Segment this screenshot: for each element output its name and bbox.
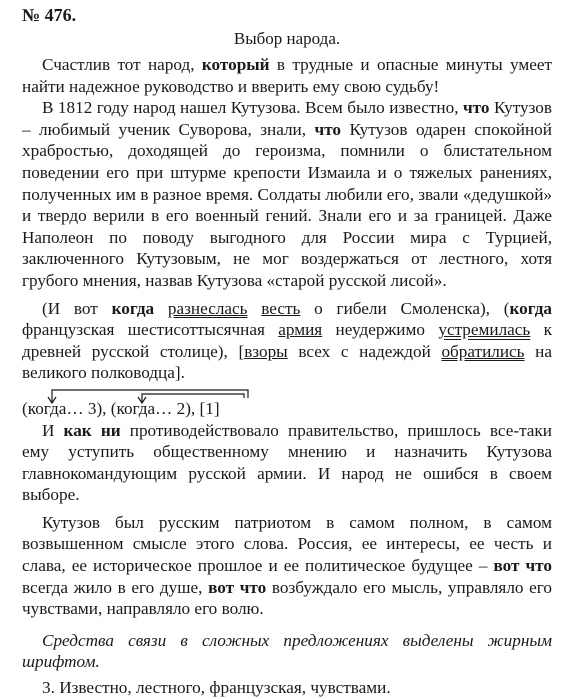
conjunction-bold: когда (111, 298, 155, 318)
paragraph-4 (22, 420, 552, 506)
paragraph-3-analyzed (22, 298, 552, 384)
text-run: возбуждало его мысль, управляло его чувствами, направляло его волю. (22, 577, 553, 619)
conjunction-bold: что (462, 98, 490, 118)
conjunction-bold: вот что (493, 556, 552, 576)
subject-underlined: весть (261, 298, 301, 318)
conjunction-bold: когда (509, 298, 553, 318)
predicate-underlined: разнеслась (167, 298, 248, 318)
text-run: Кутузов одарен спокойной храбростью, доходящей до героизма, помнили о блистательном поведении его при штурме крепости Измаила и о тяжелых ранениях, полученных им в разное время. Солдаты любили его, звали «дедушкой» и твердо верили в его военный гений. Знали его и за границей. Даже Наполеон по поводу выгодного для России мира с Турцией, заключенного Кутузовым, не мог воздержаться от лестного, хотя грубого мнения, назвав Кутузова «старой русской лисой». (22, 119, 552, 290)
schema-text: (когда… 3), (когда… 2), [1] (22, 398, 220, 418)
text-run: В 1812 году народ нашел Кутузова. Всем было известно, (42, 98, 463, 118)
text-title: Выбор народа. (233, 29, 341, 48)
text-run (154, 299, 168, 318)
text-run: И (42, 420, 64, 440)
text-run: противодействовало правительство, пришлось все-таки ему уступить общественному мнению и назначить Кутузова главнокомандующим русской армии. И народ не ошибся в своем выборе. (22, 420, 552, 505)
text-run: о гибели Смоленска), ( (300, 298, 510, 318)
conjunction-bold: как ни (63, 420, 121, 440)
text-run: Кутузов был русским патриотом в самом полном, в самом возвышенном смысле этого слова. Россия, ее интересы, ее честь и слава, ее историческое прошлое и ее политическое будущее – (22, 512, 552, 576)
paragraph-1 (22, 54, 552, 97)
exercise-number: № 476. (22, 5, 77, 25)
text-run: к древней русской столице), [ (22, 320, 553, 361)
text-run (248, 299, 262, 318)
text-run: Кутузов – любимый ученик Суворова, знали, (22, 98, 552, 139)
conjunction-bold: вот что (208, 577, 267, 597)
subject-underlined: взоры (244, 341, 288, 361)
conjunction-bold: что (314, 119, 342, 139)
paragraph-5 (22, 512, 552, 620)
predicate-underlined: обратились (441, 341, 525, 361)
text-run: Счастлив тот народ, (42, 55, 202, 74)
text-run: в трудные и опасные минуты умеет найти надежное руководство и вверить ему свою судьбу! (22, 55, 552, 96)
text-run: (И вот (42, 298, 112, 318)
text-run: на великого полководца]. (22, 341, 552, 383)
text-run: всегда жило в его душе, (22, 577, 209, 597)
conjunction-bold: который (201, 55, 270, 74)
text-run: французская шестисоттысячная (22, 320, 279, 340)
predicate-underlined: устремилась (438, 320, 531, 340)
text-run: неудержимо (322, 320, 439, 340)
sentence-schema (22, 398, 552, 420)
text-run: всех с надеждой (287, 341, 442, 361)
paragraph-2 (22, 97, 552, 291)
note-italic: Средства связи в сложных предложениях выделены жирным шрифтом. (22, 630, 552, 672)
answer-line: 3. Известно, лестного, французская, чувствами. (42, 678, 391, 698)
subject-underlined: армия (278, 320, 323, 340)
